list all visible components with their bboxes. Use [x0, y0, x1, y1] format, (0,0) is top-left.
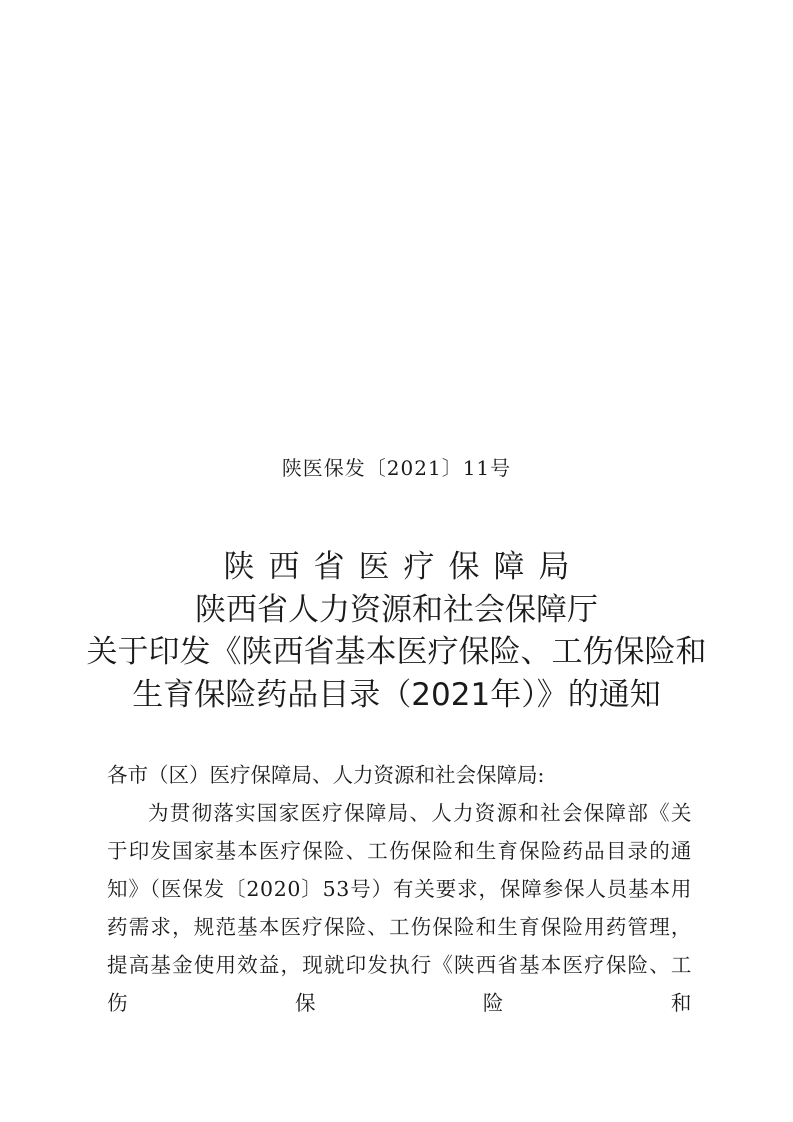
- title-subject-line-1: 关于印发《陕西省基本医疗保险、工伤保险和: [86, 634, 707, 670]
- body-paragraph: 为贯彻落实国家医疗保障局、人力资源和社会保障部《关于印发国家基本医疗保险、工伤保险和生育保险药品目录的通知》（医保发〔2020〕53号）有关要求，保障参保人员基本用药需求，规范基本医疗保险、工伤保险和生育保险用药管理，提高基金使用效益，现就印发执行《陕西省基本医疗保险、工伤保险和: [107, 801, 692, 1015]
- title-issuer-2: 陕西省人力资源和社会保障厅: [195, 591, 598, 628]
- document-title: [0, 546, 793, 716]
- salutation: 各市（区）医疗保障局、人力资源和社会保障局:: [107, 763, 545, 787]
- document-body: [107, 756, 692, 1022]
- title-issuer-1: 陕西省医疗保障局: [223, 549, 584, 585]
- document-number: 陕医保发〔2021〕11号: [281, 456, 512, 480]
- title-subject-line-2: 生育保险药品目录（2021年）》的通知: [132, 676, 661, 713]
